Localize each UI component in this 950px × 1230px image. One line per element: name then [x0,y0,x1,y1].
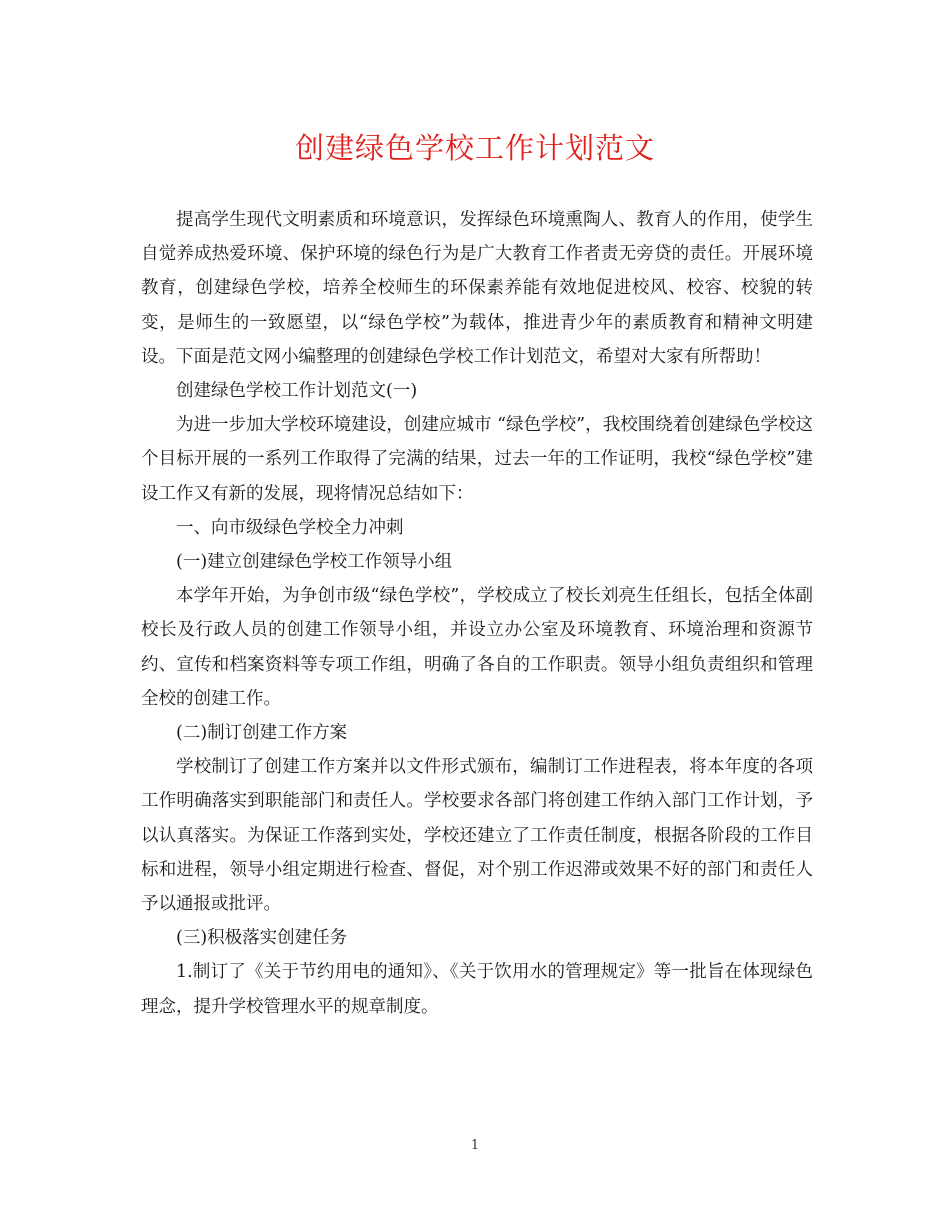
document-body [141,203,813,1024]
paragraph-work-plan: 学校制订了创建工作方案并以文件形式颁布，编制订工作进程表，将本年度的各项工作明确落实到职能部门和责任人。学校要求各部门将创建工作纳入部门工作计划，予以认真落实。为保证工作落到实处，学校还建立了工作责任制度，根据各阶段的工作目标和进程，领导小组定期进行检查、督促，对个别工作迟滞或效果不好的部门和责任人予以通报或批评。 [141,757,813,915]
document-title: 创建绿色学校工作计划范文 [294,131,655,165]
intro-paragraph: 提高学生现代文明素质和环境意识，发挥绿色环境熏陶人、教育人的作用，使学生自觉养成热爱环境、保护环境的绿色行为是广大教育工作者责无旁贷的责任。开展环境教育，创建绿色学校，培养全校师生的环保素养能有效地促进校风、校容、校貌的转变，是师生的一致愿望，以“绿色学校”为载体，推进青少年的素质教育和精神文明建设。下面是范文网小编整理的创建绿色学校工作计划范文，希望对大家有所帮助！ [141,210,813,367]
paragraph-overview: 为进一步加大学校环境建设，创建应城市 “绿色学校”，我校围绕着创建绿色学校这个目标开展的一系列工作取得了完满的结果，过去一年的工作证明，我校“绿色学校”建设工作又有新的发展，现将情况总结如下： [141,415,813,504]
paragraph-regulations: 1.制订了《关于节约用电的通知》、《关于饮用水的管理规定》等一批旨在体现绿色理念，提升学校管理水平的规章制度。 [141,962,813,1017]
heading-part-one: 一、向市级绿色学校全力冲刺 [176,517,404,538]
section-heading-sample-one: 创建绿色学校工作计划范文(一) [176,381,418,402]
subheading-leadership-group: (一)建立创建绿色学校工作领导小组 [176,552,453,573]
subheading-implement-tasks: (三)积极落实创建任务 [176,928,348,949]
subheading-work-plan: (二)制订创建工作方案 [176,723,348,744]
paragraph-leadership-group: 本学年开始，为争创市级“绿色学校”，学校成立了校长刘亮生任组长，包括全体副校长及行政人员的创建工作领导小组，并设立办公室及环境教育、环境治理和资源节约、宣传和档案资料等专项工作组，明确了各自的工作职责。领导小组负责组织和管理全校的创建工作。 [141,586,813,709]
page-number: 1 [470,1138,480,1153]
